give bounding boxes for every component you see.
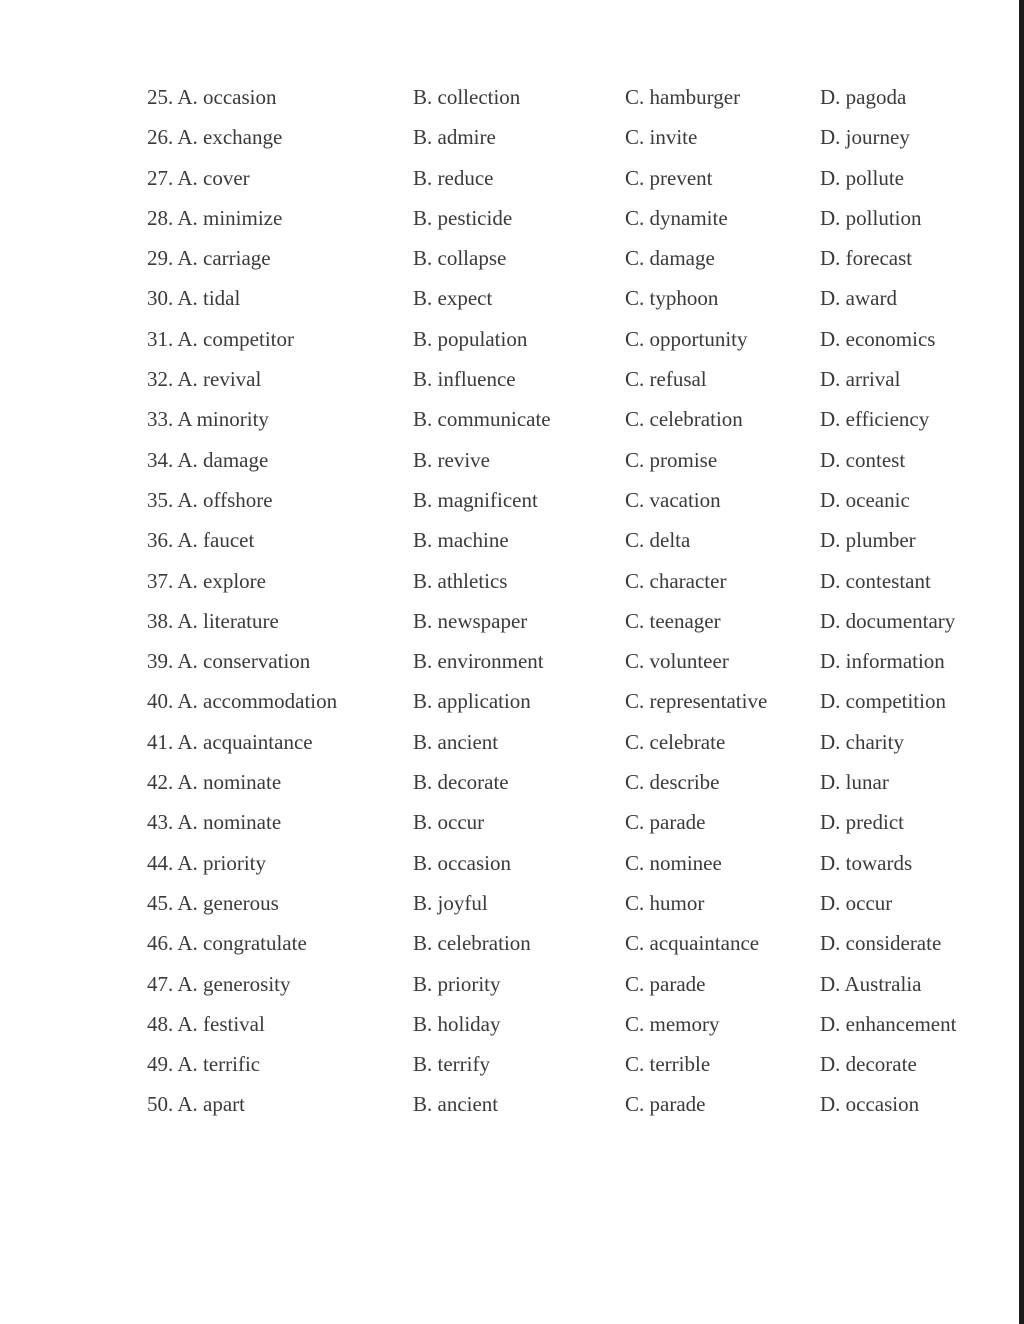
option-c: C. parade [625,971,706,996]
option-a: 33. A minority [147,407,269,432]
option-d: D. efficiency [820,407,930,432]
option-b: B. pesticide [413,205,513,230]
option-b: B. holiday [413,1011,501,1036]
option-a: 42. A. nominate [147,770,282,795]
option-b: B. occur [413,810,485,835]
option-a: 35. A. offshore [147,487,273,512]
option-d: D. oceanic [820,487,910,512]
option-c: C. dynamite [625,205,728,230]
option-b: B. terrify [413,1052,490,1077]
option-b: B. expect [413,286,493,311]
option-b: B. magnificent [413,487,538,512]
question-row-33 [0,399,1015,439]
question-row-43 [0,802,1015,842]
question-row-40 [0,681,1015,721]
option-b: B. priority [413,971,501,996]
option-c: C. acquaintance [625,931,760,956]
question-row-38 [0,601,1015,641]
option-a: 28. A. minimize [147,205,283,230]
option-b: B. collapse [413,246,507,271]
option-d: D. journey [820,125,910,150]
option-d: D. contest [820,447,906,472]
option-c: C. terrible [625,1052,711,1077]
option-c: C. typhoon [625,286,719,311]
option-c: C. delta [625,528,691,553]
question-row-35 [0,480,1015,520]
option-a: 36. A. faucet [147,528,255,553]
option-c: C. volunteer [625,649,729,674]
question-row-50 [0,1084,1015,1124]
option-d: D. contestant [820,568,931,593]
question-row-27 [0,158,1015,198]
option-d: D. pollute [820,165,904,190]
option-d: D. predict [820,810,904,835]
option-d: D. occur [820,890,893,915]
question-row-32 [0,359,1015,399]
option-c: C. celebrate [625,729,726,754]
option-c: C. damage [625,246,715,271]
option-c: C. character [625,568,727,593]
question-row-44 [0,843,1015,883]
question-row-26 [0,117,1015,157]
option-d: D. pollution [820,205,922,230]
option-d: D. decorate [820,1052,917,1077]
option-a: 41. A. acquaintance [147,729,313,754]
option-a: 44. A. priority [147,850,266,875]
option-b: B. celebration [413,931,531,956]
question-row-46 [0,923,1015,963]
option-a: 49. A. terrific [147,1052,261,1077]
option-b: B. machine [413,528,509,553]
option-b: B. reduce [413,165,494,190]
option-a: 26. A. exchange [147,125,283,150]
option-d: D. occasion [820,1092,920,1117]
option-b: B. environment [413,649,544,674]
option-b: B. newspaper [413,608,528,633]
option-a: 31. A. competitor [147,326,294,351]
option-a: 38. A. literature [147,608,279,633]
option-d: D. Australia [820,971,922,996]
option-a: 43. A. nominate [147,810,282,835]
question-row-31 [0,319,1015,359]
option-d: D. towards [820,850,913,875]
option-c: C. teenager [625,608,721,633]
option-a: 45. A. generous [147,890,279,915]
option-b: B. ancient [413,1092,499,1117]
question-row-49 [0,1044,1015,1084]
option-b: B. influence [413,367,516,392]
question-row-25 [0,77,1015,117]
option-a: 39. A. conservation [147,649,311,674]
option-d: D. plumber [820,528,916,553]
option-b: B. ancient [413,729,499,754]
option-b: B. collection [413,85,521,109]
option-d: D. enhancement [820,1011,957,1036]
option-b: B. communicate [413,407,551,432]
option-d: D. award [820,286,897,311]
option-a: 40. A. accommodation [147,689,338,714]
option-d: D. charity [820,729,904,754]
option-b: B. application [413,689,531,714]
option-a: 29. A. carriage [147,246,271,271]
question-row-42 [0,762,1015,802]
option-a: 27. A. cover [147,165,250,190]
option-a: 32. A. revival [147,367,262,392]
option-b: B. decorate [413,770,509,795]
option-a: 50. A. apart [147,1092,245,1117]
option-a: 47. A. generosity [147,971,291,996]
option-c: C. hamburger [625,85,741,109]
option-b: B. occasion [413,850,511,875]
question-row-28 [0,198,1015,238]
option-c: C. memory [625,1011,720,1036]
question-list [0,77,1015,1125]
page-edge-border [1019,0,1024,1324]
option-c: C. humor [625,890,705,915]
option-d: D. lunar [820,770,889,795]
option-a: 34. A. damage [147,447,269,472]
question-row-41 [0,722,1015,762]
option-c: C. describe [625,770,720,795]
option-a: 30. A. tidal [147,286,241,311]
option-c: C. parade [625,1092,706,1117]
option-c: C. prevent [625,165,713,190]
question-row-36 [0,520,1015,560]
question-row-34 [0,440,1015,480]
option-b: B. joyful [413,890,488,915]
option-d: D. considerate [820,931,942,956]
option-b: B. admire [413,125,496,150]
option-c: C. promise [625,447,718,472]
option-d: D. forecast [820,246,913,271]
option-d: D. information [820,649,945,674]
option-b: B. population [413,326,528,351]
option-a: 37. A. explore [147,568,266,593]
option-d: D. documentary [820,608,956,633]
option-d: D. pagoda [820,85,907,109]
option-a: 48. A. festival [147,1011,265,1036]
option-d: D. competition [820,689,946,714]
option-c: C. opportunity [625,326,748,351]
question-row-30 [0,278,1015,318]
option-b: B. athletics [413,568,508,593]
option-d: D. arrival [820,367,901,392]
option-c: C. representative [625,689,768,714]
question-row-39 [0,641,1015,681]
option-b: B. revive [413,447,490,472]
option-a: 25. A. occasion [147,85,277,109]
question-row-47 [0,964,1015,1004]
question-row-37 [0,561,1015,601]
option-c: C. refusal [625,367,707,392]
question-row-45 [0,883,1015,923]
option-c: C. vacation [625,487,721,512]
option-d: D. economics [820,326,936,351]
option-c: C. invite [625,125,698,150]
option-c: C. celebration [625,407,743,432]
option-a: 46. A. congratulate [147,931,307,956]
question-row-48 [0,1004,1015,1044]
option-c: C. nominee [625,850,722,875]
question-row-29 [0,238,1015,278]
option-c: C. parade [625,810,706,835]
